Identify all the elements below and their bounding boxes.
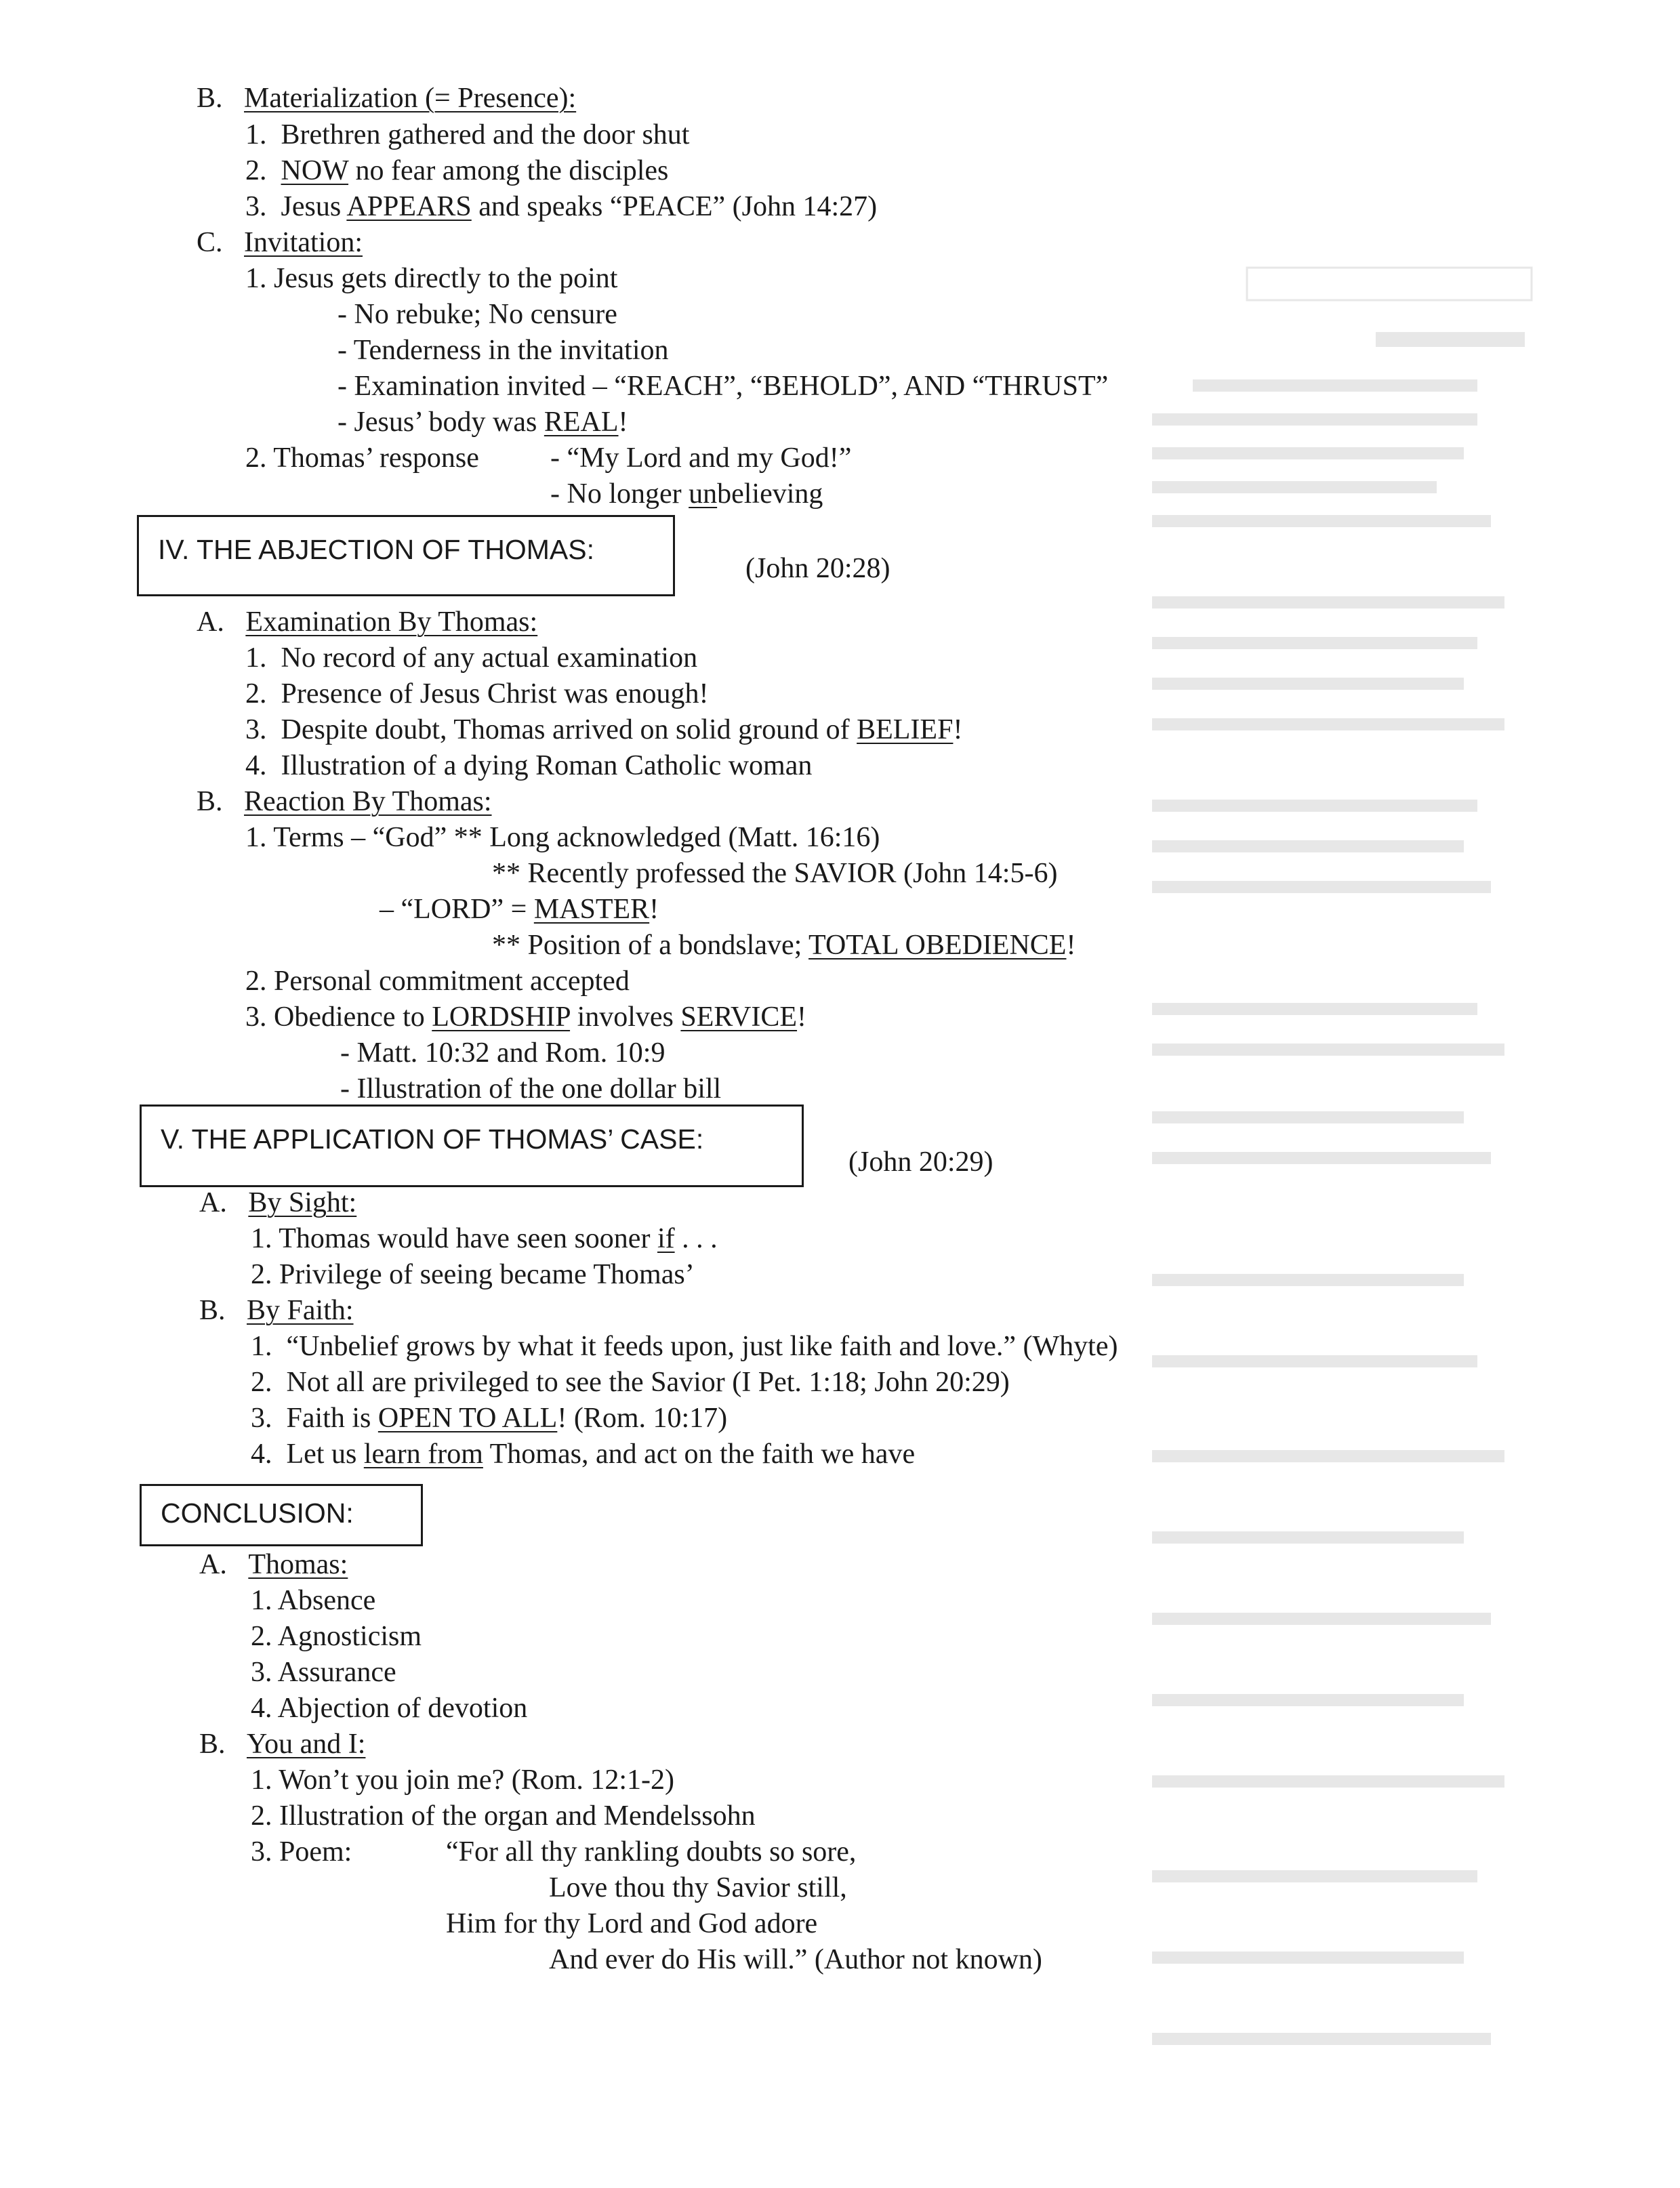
item-text: !	[1066, 930, 1076, 961]
item-emphasis: if	[657, 1223, 675, 1254]
subsection-b	[199, 1296, 354, 1325]
item-emphasis: REAL	[544, 407, 619, 438]
list-item	[251, 1368, 1010, 1397]
list-item	[245, 1003, 806, 1031]
list-item: 2. Privilege of seeing became Thomas’	[251, 1259, 695, 1290]
section-title: IV. THE ABJECTION OF THOMAS:	[158, 534, 594, 565]
item-emphasis: OPEN TO ALL	[377, 1403, 558, 1434]
list-item: 3. Assurance	[251, 1657, 396, 1688]
item-number: 1.	[245, 642, 267, 674]
section-heading-box	[140, 1105, 804, 1187]
item-emphasis: learn from	[363, 1439, 483, 1470]
response-line	[550, 480, 823, 508]
dash-item: - No rebuke; No censure	[337, 299, 617, 330]
poem-line: Love thou thy Savior still,	[549, 1872, 847, 1903]
list-item: 2. Illustration of the organ and Mendelssohn	[251, 1800, 756, 1832]
item-number: 3.	[245, 191, 267, 222]
item-emphasis: BELIEF	[857, 714, 954, 745]
dash-item	[337, 408, 628, 436]
item-text: Not all are privileged to see the Savior (I Pet. 1:18; John 20:29)	[286, 1367, 1010, 1398]
section-title: V. THE APPLICATION OF THOMAS’ CASE:	[161, 1123, 704, 1155]
list-item	[245, 716, 962, 744]
scripture-reference: (John 20:29)	[848, 1147, 993, 1178]
subsection-a	[197, 608, 537, 636]
list-item: 2. Agnosticism	[251, 1621, 422, 1652]
subsection-heading: Thomas:	[248, 1549, 348, 1580]
outline-letter: B.	[199, 1295, 226, 1326]
list-subline	[380, 895, 659, 924]
subsection-heading: By Faith:	[247, 1295, 354, 1326]
outline-letter: B.	[197, 83, 223, 114]
item-number: 1.	[245, 119, 267, 150]
item-number: 3.	[251, 1403, 272, 1434]
item-text: – “LORD” =	[380, 894, 534, 925]
item-number: 3.	[245, 714, 267, 745]
list-item	[245, 644, 697, 672]
subsection-heading: By Sight:	[248, 1187, 357, 1218]
outline-letter: A.	[197, 606, 224, 638]
dash-item: - Examination invited – “REACH”, “BEHOLD”, AND “THRUST”	[337, 371, 1109, 402]
list-item: 4. Abjection of devotion	[251, 1693, 528, 1724]
list-item	[245, 157, 668, 185]
list-item	[251, 1404, 727, 1432]
item-text: Thomas, and act on the faith we have	[483, 1439, 916, 1470]
item-text: !	[618, 407, 628, 438]
list-item	[245, 680, 709, 708]
item-text: - Jesus’ body was	[337, 407, 544, 438]
item-text: ! (Rom. 10:17)	[557, 1403, 728, 1434]
list-item: 3. Poem:	[251, 1836, 352, 1867]
item-text: believing	[717, 478, 823, 510]
item-text: Brethren gathered and the door shut	[281, 119, 690, 150]
list-item: 1. Terms – “God” ** Long acknowledged (Matt. 16:16)	[245, 822, 880, 853]
subsection-a	[199, 1550, 348, 1579]
list-subline: ** Recently professed the SAVIOR (John 14:5-6)	[492, 858, 1058, 889]
item-text: . . .	[674, 1223, 718, 1254]
item-emphasis: NOW	[281, 155, 349, 186]
outline-letter: C.	[197, 227, 223, 258]
list-item	[251, 1224, 718, 1253]
item-text: ** Position of a bondslave;	[492, 930, 809, 961]
item-emphasis: APPEARS	[346, 191, 472, 222]
list-item: 2. Thomas’ response	[245, 442, 479, 474]
item-text: !	[953, 714, 963, 745]
outline-letter: B.	[197, 786, 223, 817]
subsection-c	[197, 228, 363, 257]
item-text: Illustration of a dying Roman Catholic woman	[281, 750, 813, 781]
item-text: involves	[570, 1002, 681, 1033]
item-emphasis: LORDSHIP	[432, 1002, 571, 1033]
item-text: Jesus	[281, 191, 347, 222]
list-item: 2. Personal commitment accepted	[245, 966, 630, 997]
item-text: no fear among the disciples	[348, 155, 669, 186]
item-text: !	[797, 1002, 807, 1033]
item-text: and speaks “PEACE” (John 14:27)	[471, 191, 878, 222]
section-heading-box	[140, 1484, 423, 1546]
item-emphasis: un	[689, 478, 718, 510]
item-number: 4.	[251, 1439, 272, 1470]
item-text: Presence of Jesus Christ was enough!	[281, 678, 709, 709]
list-item: 1. Won’t you join me? (Rom. 12:1-2)	[251, 1764, 675, 1796]
subsection-heading: Examination By Thomas:	[245, 606, 538, 638]
item-text: - No longer	[550, 478, 689, 510]
response-line: - “My Lord and my God!”	[550, 442, 852, 474]
subsection-a	[199, 1189, 356, 1217]
item-number: 4.	[245, 750, 267, 781]
dash-item: - Matt. 10:32 and Rom. 10:9	[340, 1037, 665, 1069]
item-number: 1.	[251, 1331, 272, 1362]
list-item	[245, 121, 689, 149]
outline-letter: B.	[199, 1729, 226, 1760]
list-item	[245, 751, 812, 780]
list-item: 1. Jesus gets directly to the point	[245, 263, 618, 294]
scripture-reference: (John 20:28)	[745, 553, 890, 584]
item-text: “Unbelief grows by what it feeds upon, just like faith and love.” (Whyte)	[286, 1331, 1118, 1362]
outline-letter: A.	[199, 1549, 227, 1580]
dash-item: - Illustration of the one dollar bill	[340, 1073, 722, 1105]
poem-line: And ever do His will.” (Author not known)	[549, 1944, 1042, 1975]
item-text: 1. Thomas would have seen sooner	[251, 1223, 657, 1254]
item-emphasis: TOTAL OBEDIENCE	[808, 930, 1067, 961]
item-text: No record of any actual examination	[281, 642, 698, 674]
subsection-heading: Reaction By Thomas:	[244, 786, 492, 817]
subsection-b	[197, 84, 576, 112]
poem-line: “For all thy rankling doubts so sore,	[446, 1836, 857, 1867]
list-item	[251, 1440, 915, 1468]
subsection-b	[199, 1730, 365, 1758]
list-item	[251, 1332, 1118, 1361]
section-heading-box	[137, 515, 675, 596]
list-item	[245, 192, 877, 221]
item-text: Despite doubt, Thomas arrived on solid ground of	[281, 714, 857, 745]
subsection-b	[197, 787, 492, 816]
item-number: 2.	[245, 678, 267, 709]
item-number: 2.	[245, 155, 267, 186]
section-title: CONCLUSION:	[161, 1498, 354, 1529]
subsection-heading: You and I:	[247, 1729, 366, 1760]
item-text: Faith is	[286, 1403, 378, 1434]
item-number: 2.	[251, 1367, 272, 1398]
subsection-heading: Invitation:	[244, 227, 363, 258]
dash-item: - Tenderness in the invitation	[337, 335, 669, 366]
item-text: !	[649, 894, 659, 925]
poem-line: Him for thy Lord and God adore	[446, 1908, 818, 1939]
list-item: 1. Absence	[251, 1585, 376, 1616]
list-subline	[492, 931, 1075, 959]
outline-letter: A.	[199, 1187, 227, 1218]
item-text: 3. Obedience to	[245, 1002, 432, 1033]
item-text: Let us	[286, 1439, 364, 1470]
item-emphasis: SERVICE	[680, 1002, 798, 1033]
item-emphasis: MASTER	[533, 894, 650, 925]
subsection-heading: Materialization (= Presence):	[244, 83, 577, 114]
